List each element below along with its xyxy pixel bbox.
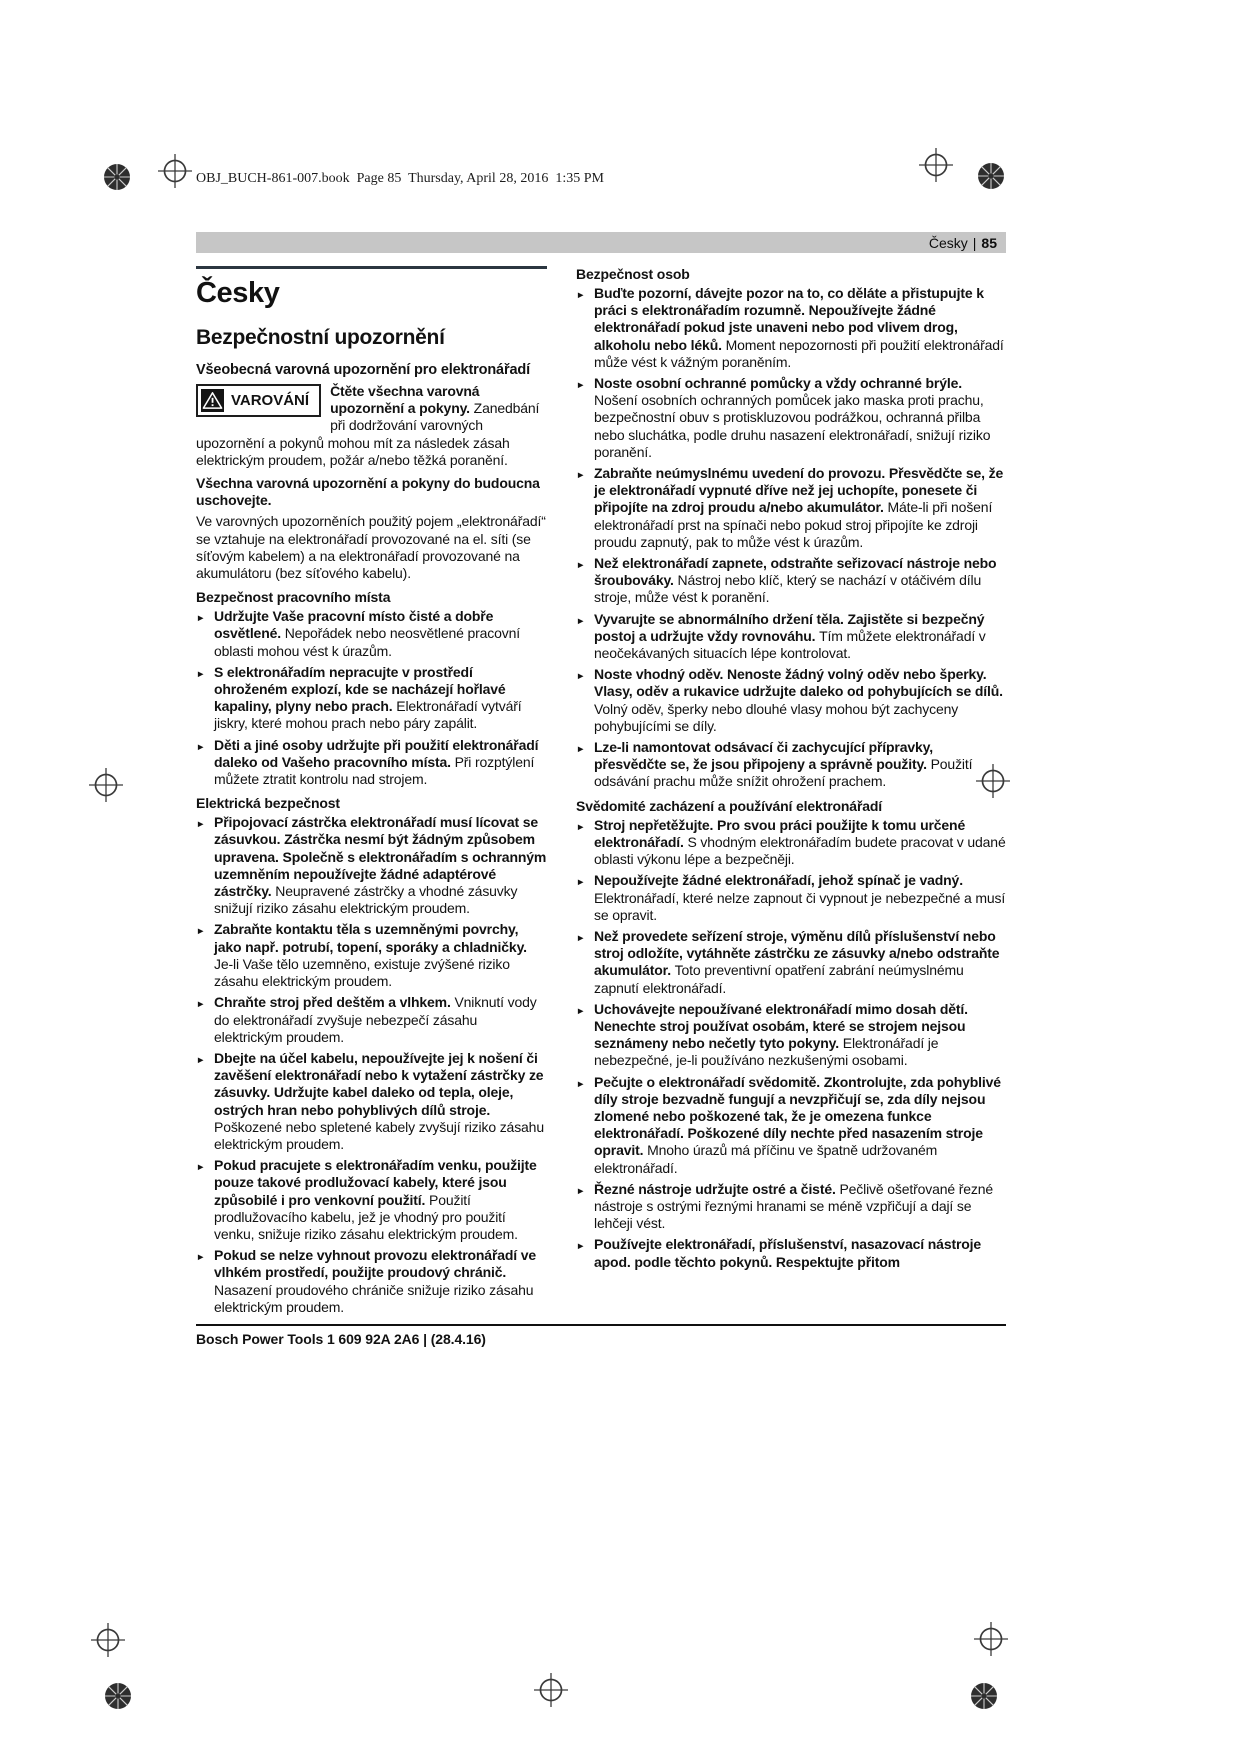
bullet-body: Máte-li při nošení elektronářadí prst na spínači nebo pokud stroj připojíte ke zdroji proudu zapnutý, pak to může vést k úrazům. — [594, 499, 993, 550]
bullet-item — [576, 285, 1006, 371]
subsection-heading: Všeobecná varovná upozornění pro elektronářadí — [196, 362, 530, 378]
bullet-item — [576, 1236, 1006, 1270]
run-in-heading: Bezpečnost osob — [576, 266, 690, 282]
bullet-item — [196, 994, 547, 1046]
bullet-arrow-icon: ► — [576, 1005, 586, 1017]
crosshair-icon — [973, 1621, 1009, 1657]
bullet-arrow-icon: ► — [576, 744, 586, 756]
bullet-item — [576, 817, 1006, 869]
bullet-arrow-icon: ► — [196, 926, 206, 938]
bullet-lead: Nepoužívejte žádné elektronářadí, jehož spínač je vadný. — [594, 872, 963, 889]
crosshair-icon — [90, 1622, 126, 1658]
bullet-lead: Pokud se nelze vyhnout provozu elektronářadí ve vlhkém prostředí, použijte proudový chránič. — [214, 1247, 537, 1281]
bullet-arrow-icon: ► — [196, 1252, 206, 1264]
bullet-lead: Vyvarujte se abnormálního držení těla. Zajistěte si bezpečný postoj a udržujte vždy rovnováhu. — [594, 610, 985, 644]
bullet-arrow-icon: ► — [576, 1241, 586, 1253]
crosshair-icon — [157, 153, 193, 189]
bullet-body: Nástroj nebo klíč, který se nachází v otáčivém dílu stroje, může vést k poranění. — [594, 572, 982, 606]
page-header-bar — [196, 232, 1006, 253]
bullet-arrow-icon: ► — [576, 470, 586, 482]
bullet-body: Použití prodlužovacího kabelu, jež je vhodný pro použití venku, snižuje riziko zásahu elektrickým proudem. — [214, 1191, 518, 1242]
bullet-item — [576, 555, 1006, 607]
bullet-lead: Než provedete seřízení stroje, výměnu dílů příslušenství nebo stroj odložíte, vytáhněte zástrčku ze zásuvky a/nebo odstraňte akumulátor. — [594, 927, 1000, 979]
bullet-lead: Udržujte Vaše pracovní místo čisté a dobře osvětlené. — [214, 608, 494, 642]
bullet-body: Nasazení proudového chrániče snižuje riziko zásahu elektrickým proudem. — [214, 1281, 534, 1315]
bullet-item — [196, 664, 547, 733]
bullet-body: Nepořádek nebo neosvětlené pracovní oblasti mohou vést k úrazům. — [214, 625, 520, 659]
bullet-item — [576, 465, 1006, 551]
bullet-arrow-icon: ► — [576, 671, 586, 683]
registration-target-icon — [100, 160, 134, 194]
warning-triangle-icon — [201, 389, 224, 412]
bullet-lead: Uchovávejte nepoužívané elektronářadí mimo dosah dětí. Nenechte stroj používat osobám, které se strojem nejsou seznámeny nebo nečetly tyto pokyny. — [594, 1000, 968, 1052]
bullet-arrow-icon: ► — [576, 560, 586, 572]
bullet-item — [576, 872, 1006, 924]
bullet-lead: Zabraňte kontaktu těla s uzemněnými povrchy, jako např. potrubí, topení, sporáky a chladničky. — [214, 921, 527, 955]
bullet-lead: Lze-li namontovat odsávací či zachycující přípravky, přesvědčte se, že jsou připojeny a správně použity. — [594, 739, 933, 773]
footer-text: Bosch Power Tools 1 609 92A 2A6 | (28.4.16) — [196, 1331, 486, 1347]
bullet-arrow-icon: ► — [576, 1078, 586, 1090]
warning-label: VAROVÁNÍ — [231, 391, 310, 409]
run-in-heading: Bezpečnost pracovního místa — [196, 589, 391, 606]
registration-target-icon — [967, 1679, 1001, 1713]
bullet-arrow-icon: ► — [576, 290, 586, 301]
bullet-body: Elektronářadí je nebezpečné, je-li používáno nezkušenými osobami. — [594, 1035, 939, 1069]
bullet-body: Elektronářadí vytváří jiskry, které mohou prach nebo páry zapálit. — [214, 698, 522, 732]
bullet-item — [576, 1001, 1006, 1070]
bullet-item — [576, 375, 1006, 461]
bullet-lead: Noste vhodný oděv. Nenoste žádný volný oděv nebo šperky. Vlasy, oděv a rukavice udržujte daleko od pohybujících se dílů. — [594, 666, 1003, 700]
bullet-item — [196, 814, 547, 917]
bullet-arrow-icon: ► — [196, 668, 206, 680]
bold-paragraph: Všechna varovná upozornění a pokyny do budoucna uschovejte. — [196, 475, 540, 509]
print-job-header: OBJ_BUCH-861-007.book Page 85 Thursday, April 28, 2016 1:35 PM — [196, 171, 604, 186]
bullet-arrow-icon: ► — [576, 932, 586, 944]
bullet-arrow-icon: ► — [576, 380, 586, 392]
registration-target-icon — [101, 1679, 135, 1713]
bullet-arrow-icon: ► — [576, 1185, 586, 1197]
crosshair-icon — [88, 767, 124, 803]
bullet-body: Volný oděv, šperky nebo dlouhé vlasy mohou být zachyceny pohybujícími se díly. — [594, 700, 959, 734]
bullet-arrow-icon: ► — [196, 741, 206, 753]
bullet-body: Při rozptýlení můžete ztratit kontrolu nad strojem. — [214, 753, 535, 788]
run-in-heading: Svědomité zacházení a používání elektronářadí — [576, 797, 883, 814]
bullet-lead: Používejte elektronářadí, příslušenství, nasazovací nástroje apod. podle těchto pokynů. Respektujte přitom — [594, 1236, 982, 1270]
bullet-item — [196, 1050, 547, 1153]
bullet-lead: Připojovací zástrčka elektronářadí musí lícovat se zásuvkou. Zástrčka nesmí být žádným způsobem upravena. Společně s elektronářadím s ochranným uzemněním nepoužívejte žádné adaptérové zástrčky. — [214, 814, 547, 900]
bullet-body: Elektronářadí, které nelze zapnout či vypnout je nebezpečné a musí se opravit. — [594, 889, 1006, 923]
bullet-body: Neupravené zástrčky a vhodné zásuvky snižují riziko zásahu elektrickým proudem. — [214, 883, 518, 917]
bullet-lead: Pokud pracujete s elektronářadím venku, použijte pouze takové prodlužovací kabely, které jsou způsobilé i pro venkovní použití. — [214, 1157, 537, 1208]
bullet-item — [576, 611, 1006, 663]
run-in-heading: Elektrická bezpečnost — [196, 795, 340, 812]
warning-body: Zanedbání při dodržování varovných upozornění a pokynů mohou mít za následek zásah elektrickým proudem, požár a/nebo těžká poranění. — [196, 400, 540, 468]
bullet-lead: Stroj nepřetěžujte. Pro svou práci použijte k tomu určené elektronářadí. — [594, 816, 966, 850]
bullet-lead: Zabraňte neúmyslnému uvedení do provozu. Přesvědčte se, že je elektronářadí vypnuté dříve než jej uchopíte, ponesete či připojíte na zdroj proudu a/nebo akumulátor. — [594, 465, 1004, 516]
bullet-item — [576, 666, 1006, 735]
bullet-lead: Buďte pozorní, dávejte pozor na to, co děláte a přistupujte k práci s elektronářadím rozumně. Nepoužívejte žádné elektronářadí pokud jste unaveni nebo pod vlivem drog, alkoholu nebo léků. — [594, 285, 984, 353]
bullet-arrow-icon: ► — [196, 999, 206, 1011]
bullet-item — [196, 1157, 547, 1243]
bullet-body: Nošení osobních ochranných pomůcek jako maska proti prachu, bezpečnostní obuv s protiskluzovou podrážkou, ochranná přilba nebo sluchátka, podle druhu nasazení elektronářadí, snižují riziko poranění. — [594, 392, 991, 460]
bullet-body: Toto preventivní opatření zabrání neúmyslnému zapnutí elektronářadí. — [594, 962, 964, 996]
language-title: Česky — [196, 277, 280, 309]
registration-target-icon — [974, 159, 1008, 193]
warning-lead: Čtěte všechna varovná upozornění a pokyny. — [330, 383, 480, 417]
header-language-label: Česky — [928, 234, 968, 251]
bullet-item — [196, 921, 547, 990]
bullet-body: Vniknutí vody do elektronářadí zvyšuje nebezpečí zásahu elektrickým proudem. — [214, 994, 537, 1045]
bullet-arrow-icon: ► — [196, 1054, 206, 1066]
paragraph: Ve varovných upozorněních použitý pojem „elektronářadí“ se vztahuje na elektronářadí provozované na el. síti (se síťovým kabelem) a na elektronářadí provozované na akumulátoru (bez síťového kabelu). — [196, 513, 546, 582]
bullet-lead: S elektronářadím nepracujte v prostředí ohroženém explozí, kde se nacházejí hořlavé kapaliny, plyny nebo prach. — [214, 663, 506, 715]
bullet-item — [576, 1181, 1006, 1233]
title-rule — [196, 266, 547, 269]
bullet-item — [576, 1074, 1006, 1177]
bullet-arrow-icon: ► — [576, 821, 586, 833]
bullet-arrow-icon: ► — [576, 615, 586, 627]
bullet-lead: Děti a jiné osoby udržujte při použití elektronářadí daleko od Vašeho pracovního místa. — [214, 736, 539, 770]
bullet-item — [576, 739, 1006, 791]
left-column — [196, 266, 547, 1318]
page-footer — [196, 1324, 1006, 1347]
header-separator: | — [972, 234, 977, 251]
crosshair-icon — [918, 147, 954, 183]
header-page-number: 85 — [981, 234, 997, 251]
bullet-arrow-icon: ► — [196, 819, 206, 831]
bullet-lead: Než elektronářadí zapnete, odstraňte seřizovací nástroje nebo šroubováky. — [594, 555, 997, 589]
right-column — [576, 266, 1006, 1318]
bullet-body: Poškozené nebo spletené kabely zvyšují riziko zásahu elektrickým proudem. — [214, 1118, 544, 1152]
bullet-body: S vhodným elektronářadím budete pracovat v udané oblasti výkonu lépe a bezpečněji. — [594, 833, 1006, 868]
bullet-item — [576, 928, 1006, 997]
bullet-item — [196, 608, 547, 660]
bullet-arrow-icon: ► — [196, 1162, 206, 1174]
bullet-item — [196, 737, 547, 789]
bullet-body: Moment nepozornosti při použití elektronářadí může vést k vážným poraněním. — [594, 336, 1004, 370]
warning-badge — [196, 384, 321, 417]
content-columns — [196, 266, 1006, 1318]
bullet-body: Použití odsávání prachu může snížit ohrožení prachem. — [594, 756, 973, 790]
bullet-lead: Pečujte o elektronářadí svědomitě. Zkontrolujte, zda pohyblivé díly stroje bezvadně fungují a nevzpřičují se, zda díly nejsou zlomené nebo poškozené tak, že je omezena funkce elektronářadí. Poškozené díly nechte před nasazením stroje opravit. — [594, 1073, 1001, 1159]
bullet-arrow-icon: ► — [576, 877, 586, 889]
bullet-body: Je-li Vaše tělo uzemněno, existuje zvýšené riziko zásahu elektrickým proudem. — [214, 955, 510, 990]
bullet-body: Mnoho úrazů má příčinu ve špatně udržovaném elektronářadí. — [594, 1142, 938, 1176]
bullet-lead: Chraňte stroj před deštěm a vlhkem. — [214, 994, 455, 1011]
warning-note — [196, 383, 547, 469]
bullet-lead: Noste osobní ochranné pomůcky a vždy ochranné brýle. — [594, 375, 962, 392]
bullet-body: Pečlivě ošetřované řezné nástroje s ostrými řeznými hranami se méně vzpřičují a dají se lehčeji vést. — [594, 1180, 994, 1232]
section-heading: Bezpečnostní upozornění — [196, 326, 445, 349]
bullet-arrow-icon: ► — [196, 613, 206, 625]
crosshair-icon — [533, 1672, 569, 1708]
bullet-lead: Dbejte na účel kabelu, nepoužívejte jej k nošení či zavěšení elektronářadí nebo k vytažení zástrčky ze zásuvky. Udržujte kabel daleko od tepla, oleje, ostrých hran nebo pohyblivých dílů stroje. — [214, 1049, 544, 1118]
bullet-item — [196, 1247, 547, 1316]
bullet-lead: Řezné nástroje udržujte ostré a čisté. — [594, 1180, 840, 1197]
bullet-body: Tím můžete elektronářadí v neočekávaných situacích lépe kontrolovat. — [594, 627, 986, 662]
